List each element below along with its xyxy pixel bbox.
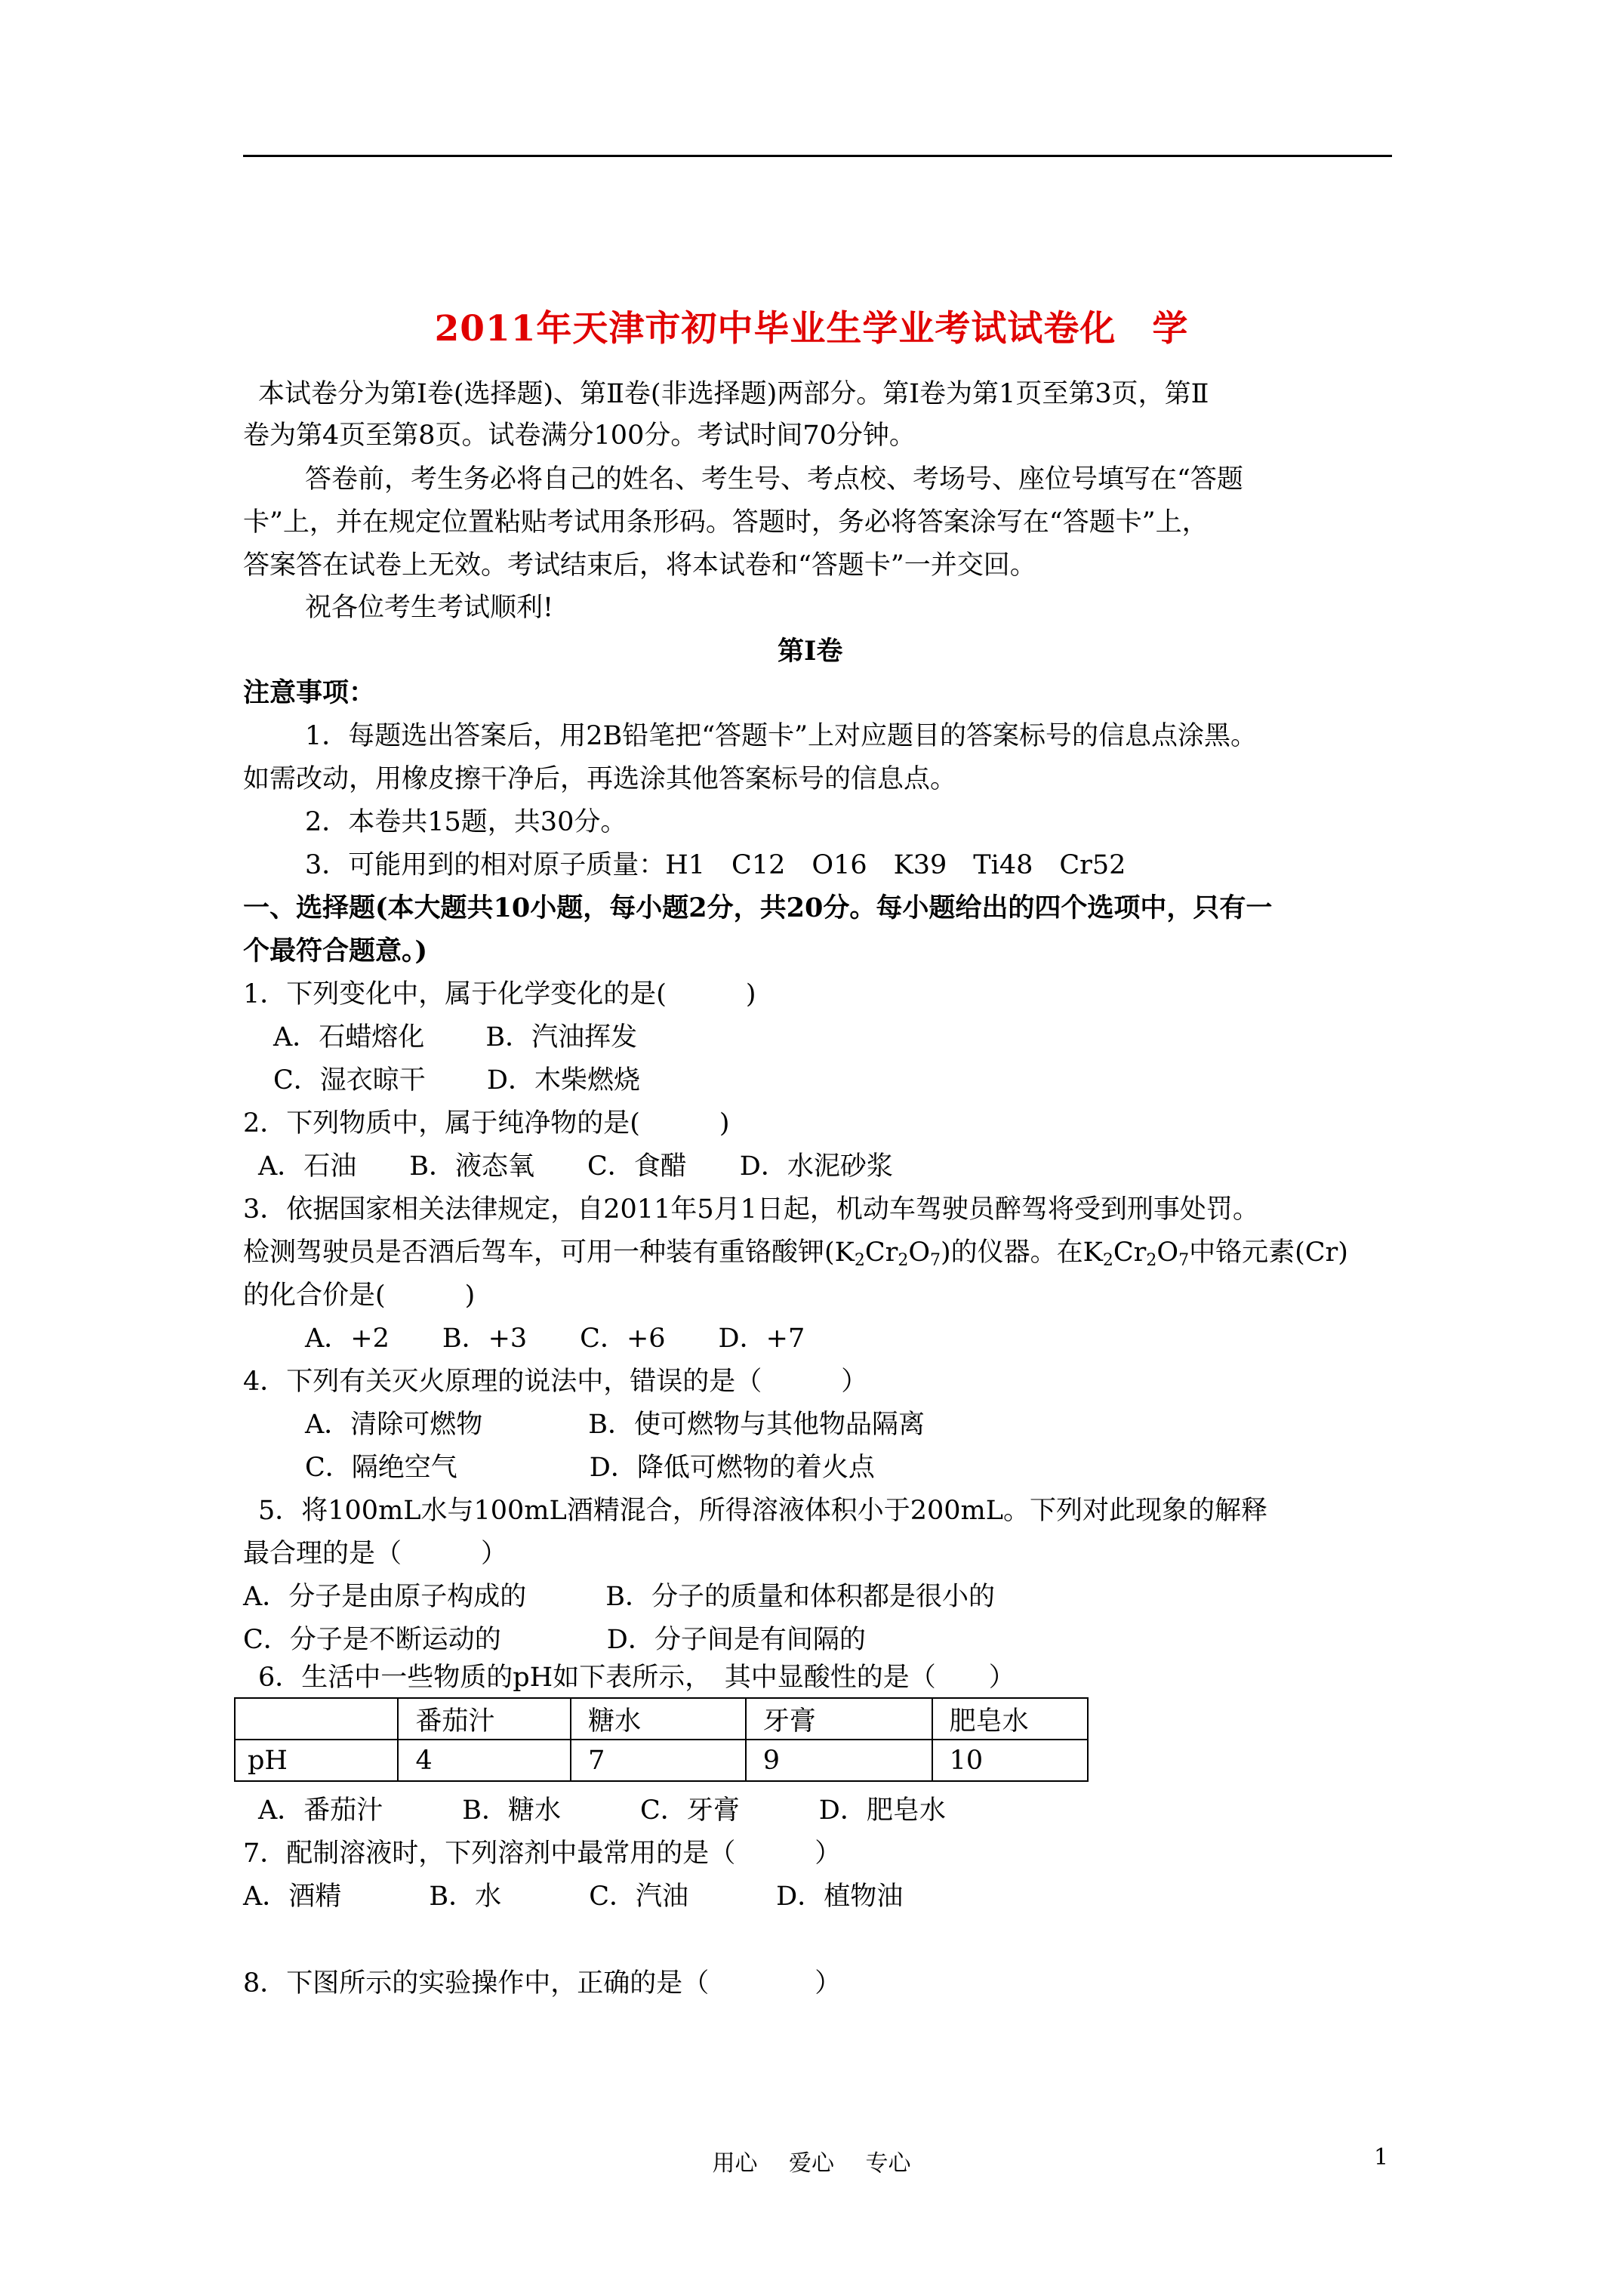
notice-1a: 1．每题选出答案后，用2B铅笔把“答题卡”上对应题目的答案标号的信息点涂黑。 xyxy=(305,721,1258,751)
intro-line-4: 卡”上，并在规定位置粘贴考试用条形码。答题时，务必将答案涂写在“答题卡”上， xyxy=(243,507,1209,538)
q3-sub-cr2: 2 xyxy=(1146,1251,1157,1270)
q1-stem: 1．下列变化中，属于化学变化的是( ) xyxy=(243,979,756,1009)
ph-table-row xyxy=(235,1740,1088,1781)
ph-table-header-cell: 牙膏 xyxy=(746,1698,932,1740)
q5-options-1: A．分子是由原子构成的 B．分子的质量和体积都是很小的 xyxy=(243,1582,995,1612)
intro-line-1: 本试卷分为第Ⅰ卷(选择题)、第Ⅱ卷(非选择题)两部分。第Ⅰ卷为第1页至第3页，第Ⅱ xyxy=(258,379,1209,409)
intro-line-5: 答案答在试卷上无效。考试结束后，将本试卷和“答题卡”一并交回。 xyxy=(243,550,1036,581)
q2-stem: 2．下列物质中，属于纯净物的是( ) xyxy=(243,1108,730,1139)
ph-table-cell: pH xyxy=(235,1740,398,1781)
q6-options: A．番茄汁 B．糖水 C．牙膏 D．肥皂水 xyxy=(258,1795,946,1826)
exam-title xyxy=(0,300,1623,351)
q3-sub-o2: 7 xyxy=(1178,1251,1190,1270)
q3-line-3: 的化合价是( ) xyxy=(243,1281,476,1311)
q3-sub-k: 2 xyxy=(854,1251,865,1270)
ph-table-header-cell: 肥皂水 xyxy=(932,1698,1088,1740)
intro-line-3: 答卷前，考生务必将自己的姓名、考生号、考点校、考场号、座位号填写在“答题 xyxy=(305,464,1243,495)
q3-options: A．+2 B．+3 C．+6 D．+7 xyxy=(305,1324,805,1354)
ph-table-header-cell: 糖水 xyxy=(571,1698,746,1740)
q3-line-2b: )的仪器。在K xyxy=(941,1237,1103,1268)
notice-3: 3．可能用到的相对原子质量：H1 C12 O16 K39 Ti48 Cr52 xyxy=(305,850,1126,880)
intro-line-2: 卷为第4页至第8页。试卷满分100分。考试时间70分钟。 xyxy=(243,421,916,451)
q1-options-1: A．石蜡熔化 B．汽油挥发 xyxy=(273,1022,638,1052)
header-rule xyxy=(243,155,1392,157)
footer-word-2: 爱心 xyxy=(789,2150,834,2177)
q3-formula-o: O xyxy=(908,1237,931,1268)
ph-table-cell: 7 xyxy=(571,1740,746,1781)
q3-line-2a: 检测驾驶员是否酒后驾车，可用一种装有重铬酸钾(K xyxy=(243,1237,855,1268)
ph-table-cell: 10 xyxy=(932,1740,1088,1781)
q3-formula-o2: O xyxy=(1156,1237,1179,1268)
q4-options-1: A．清除可燃物 B．使可燃物与其他物品隔离 xyxy=(305,1410,925,1440)
q3-sub-o: 7 xyxy=(930,1251,941,1270)
exam-title-main: 2011年天津市初中毕业生学业考试试卷化 xyxy=(434,308,1116,350)
footer-word-3: 专心 xyxy=(865,2150,911,2177)
page-number: 1 xyxy=(1374,2144,1389,2171)
part1-heading-1: 一、选择题(本大题共10小题，每小题2分，共20分。每小题给出的四个选项中，只有一 xyxy=(243,892,1273,923)
notice-1b: 如需改动，用橡皮擦干净后，再选涂其他答案标号的信息点。 xyxy=(243,764,957,794)
q3-sub-cr: 2 xyxy=(898,1251,909,1270)
ph-table-header-row xyxy=(235,1698,1088,1740)
q3-line-2c: 中铬元素(Cr) xyxy=(1189,1237,1348,1268)
exam-title-tail: 学 xyxy=(1152,308,1189,350)
q5-line-1: 5．将100mL水与100mL酒精混合，所得溶液体积小于200mL。下列对此现象的解释 xyxy=(258,1496,1267,1526)
q6-stem: 6．生活中一些物质的pH如下表所示， 其中显酸性的是（ ） xyxy=(258,1663,1015,1693)
q2-options: A．石油 B．液态氧 C．食醋 D．水泥砂浆 xyxy=(258,1151,893,1182)
q7-options: A．酒精 B．水 C．汽油 D．植物油 xyxy=(243,1881,904,1912)
ph-table-cell: 9 xyxy=(746,1740,932,1781)
q3-line-1: 3．依据国家相关法律规定，自2011年5月1日起，机动车驾驶员醉驾将受到刑事处罚。 xyxy=(243,1194,1259,1225)
notice-heading: 注意事项： xyxy=(243,677,376,708)
q5-line-2: 最合理的是（ ） xyxy=(243,1539,508,1569)
ph-table-cell: 4 xyxy=(398,1740,571,1781)
q7-stem: 7．配制溶液时，下列溶剂中最常用的是（ ） xyxy=(243,1838,842,1869)
q3-formula-cr: Cr xyxy=(864,1237,898,1268)
q4-options-2: C．隔绝空气 D．降低可燃物的着火点 xyxy=(305,1453,875,1483)
ph-table-header-cell: 番茄汁 xyxy=(398,1698,571,1740)
ph-table xyxy=(234,1697,1089,1782)
q3-formula-cr2: Cr xyxy=(1113,1237,1147,1268)
q4-stem: 4．下列有关灭火原理的说法中，错误的是（ ） xyxy=(243,1367,868,1397)
part1-heading-2: 个最符合题意。) xyxy=(243,935,428,966)
q8-stem: 8．下图所示的实验操作中，正确的是（ ） xyxy=(243,1968,842,1999)
q5-options-2: C．分子是不断运动的 D．分子间是有间隔的 xyxy=(243,1625,866,1655)
section-title: 第Ⅰ卷 xyxy=(778,636,843,667)
notice-2: 2．本卷共15题，共30分。 xyxy=(305,807,627,837)
footer-word-1: 用心 xyxy=(712,2150,758,2177)
intro-line-6: 祝各位考生考试顺利! xyxy=(305,593,554,623)
q1-options-2: C．湿衣晾干 D．木柴燃烧 xyxy=(273,1065,640,1096)
q3-sub-k2: 2 xyxy=(1102,1251,1113,1270)
ph-table-header-cell xyxy=(235,1698,398,1740)
q3-line-2 xyxy=(243,1236,1348,1269)
